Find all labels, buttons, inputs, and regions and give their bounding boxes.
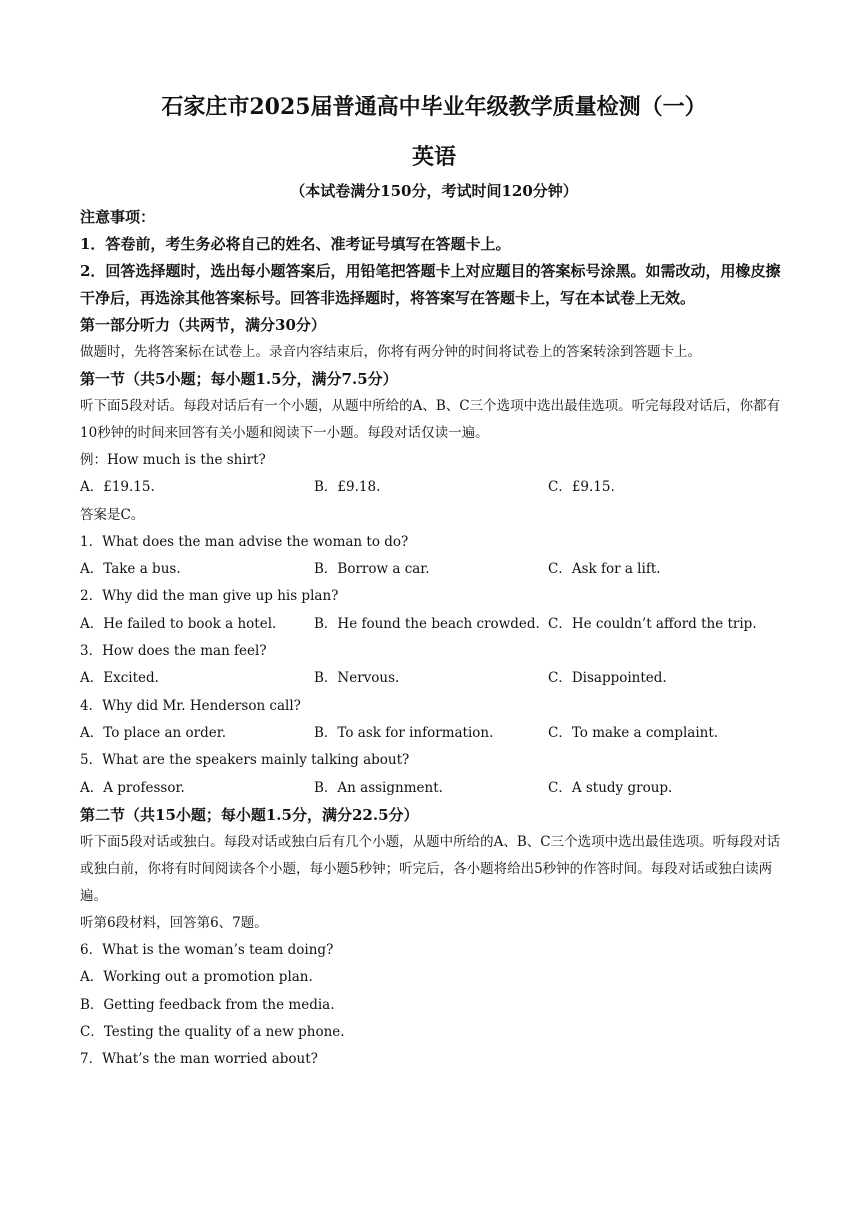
notice-heading: 注意事项： xyxy=(80,208,156,226)
notice-item-1: 1．答卷前，考生务必将自己的姓名、准考证号填写在答题卡上。 xyxy=(80,235,511,253)
option: A．A professor. xyxy=(80,779,185,796)
option: B．Nervous. xyxy=(314,670,400,687)
section1-instruction: 听下面5段对话。每段对话后有一个小题，从题中所给的A、B、C三个选项中选出最佳选项。听完每段对话后，你都有10秒钟的时间来回答有关小题和阅读下一小题。每段对话仅读一遍。 xyxy=(80,398,781,441)
example-question: 例：How much is the shirt? xyxy=(80,452,266,468)
question-3-options xyxy=(80,665,792,692)
question-1-options xyxy=(80,556,792,583)
option: A．Excited. xyxy=(80,670,159,687)
question-6-option-a: A．Working out a promotion plan. xyxy=(80,969,313,986)
option: A．To place an order. xyxy=(80,724,226,741)
option: B．£9.18. xyxy=(314,479,381,496)
question-2: 2．Why did the man give up his plan? xyxy=(80,588,339,605)
question-4-options xyxy=(80,720,792,747)
question-1: 1．What does the man advise the woman to do? xyxy=(80,533,409,550)
option: A．He failed to book a hotel. xyxy=(80,615,277,632)
question-5-options xyxy=(80,775,792,802)
question-4: 4．Why did Mr. Henderson call? xyxy=(80,697,301,714)
option: B．To ask for information. xyxy=(314,724,494,741)
option: B．He found the beach crowded. xyxy=(314,615,540,632)
question-5: 5．What are the speakers mainly talking about? xyxy=(80,752,410,769)
question-2-options xyxy=(80,611,792,638)
option: A．£19.15. xyxy=(80,479,155,496)
option: C．Ask for a lift. xyxy=(548,561,661,578)
option: C．Disappointed. xyxy=(548,670,667,687)
part1-instruction: 做题时，先将答案标在试卷上。录音内容结束后，你将有两分钟的时间将试卷上的答案转涂到答题卡上。 xyxy=(80,344,701,360)
exam-meta: （本试卷满分150分，考试时间120分钟） xyxy=(290,182,578,200)
option: C．He couldn’t afford the trip. xyxy=(548,615,757,632)
question-6: 6．What is the woman’s team doing? xyxy=(80,942,334,959)
question-7: 7．What’s the man worried about? xyxy=(80,1051,318,1068)
part1-heading: 第一部分听力（共两节，满分30分） xyxy=(80,316,326,334)
option: B．An assignment. xyxy=(314,779,443,796)
question-6-option-b: B．Getting feedback from the media. xyxy=(80,996,335,1013)
example-answer: 答案是C。 xyxy=(80,506,145,523)
option: C．A study group. xyxy=(548,779,673,796)
exam-content xyxy=(80,204,792,1074)
exam-title: 石家庄市2025届普通高中毕业年级教学质量检测（一） xyxy=(161,94,707,120)
exam-subject: 英语 xyxy=(411,144,456,170)
option: B．Borrow a car. xyxy=(314,561,430,578)
material-note: 听第6段材料，回答第6、7题。 xyxy=(80,914,268,931)
section1-heading: 第一节（共5小题；每小题1.5分，满分7.5分） xyxy=(80,370,398,388)
question-6-option-c: C．Testing the quality of a new phone. xyxy=(80,1024,345,1041)
section2-heading: 第二节（共15小题；每小题1.5分，满分22.5分） xyxy=(80,805,419,824)
question-3: 3．How does the man feel? xyxy=(80,643,267,660)
example-options xyxy=(80,474,792,501)
option: C．£9.15. xyxy=(548,479,615,496)
option: A．Take a bus. xyxy=(80,561,181,578)
notice-item-2: 2．回答选择题时，选出每小题答案后，用铅笔把答题卡上对应题目的答案标号涂黑。如需改动，用橡皮擦干净后，再选涂其他答案标号。回答非选择题时，将答案写在答题卡上，写在本试卷上无效。 xyxy=(80,262,781,307)
option: C．To make a complaint. xyxy=(548,724,719,741)
section2-instruction: 听下面5段对话或独白。每段对话或独白后有几个小题，从题中所给的A、B、C三个选项中选出最佳选项。听每段对话或独白前，你将有时间阅读各个小题，每小题5秒钟；听完后，各小题将给出5秒钟的作答时间。每段对话或独白读两遍。 xyxy=(80,833,781,904)
